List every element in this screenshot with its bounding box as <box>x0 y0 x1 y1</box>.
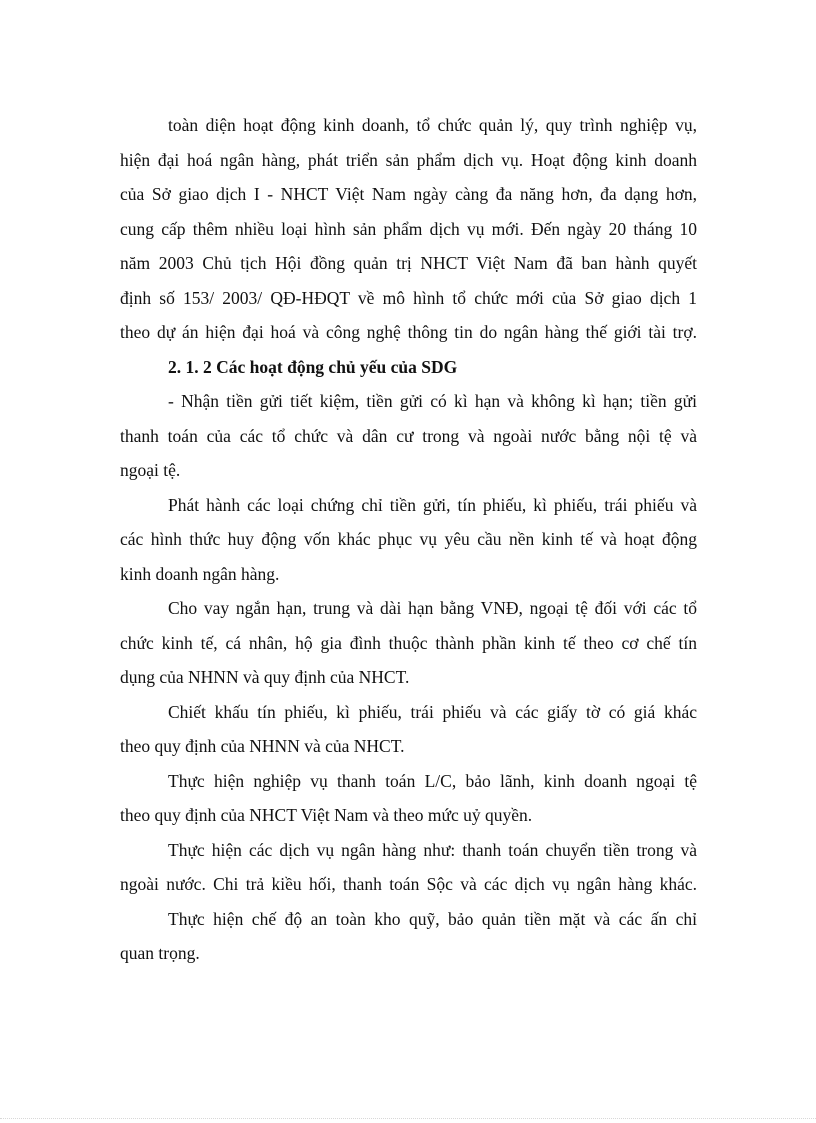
paragraph-line: kinh doanh ngân hàng. <box>120 563 280 584</box>
paragraph-line: - Nhận tiền gửi tiết kiệm, tiền gửi có kì hạn và không kì hạn; tiền gửi <box>168 391 697 411</box>
document-body <box>120 108 697 971</box>
paragraph-line: hiện đại hoá ngân hàng, phát triển sản phẩm dịch vụ. Hoạt động kinh doanh <box>120 149 697 170</box>
paragraph-line: năm 2003 Chủ tịch Hội đồng quản trị NHCT Việt Nam đã ban hành quyết <box>120 253 697 273</box>
paragraph-line: toàn diện hoạt động kinh doanh, tổ chức quản lý, quy trình nghiệp vụ, <box>168 115 697 135</box>
paragraph-line: dụng của NHNN và quy định của NHCT. <box>120 667 410 687</box>
paragraph-line: Cho vay ngắn hạn, trung và dài hạn bằng VNĐ, ngoại tệ đối với các tổ <box>168 598 697 618</box>
paragraph-line: Thực hiện các dịch vụ ngân hàng như: thanh toán chuyển tiền trong và <box>168 839 697 860</box>
paragraph-line: ngoại tệ. <box>120 460 181 480</box>
paragraph-line: các hình thức huy động vốn khác phục vụ yêu cầu nền kinh tế và hoạt động <box>120 529 697 549</box>
paragraph-line: ngoài nước. Chi trả kiều hối, thanh toán Sộc và các dịch vụ ngân hàng khác. <box>120 874 697 894</box>
paragraph-line: theo quy định của NHCT Việt Nam và theo mức uỷ quyền. <box>120 805 533 825</box>
page-bottom-rule <box>0 1118 816 1119</box>
paragraph-line: thanh toán của các tổ chức và dân cư trong và ngoài nước bằng nội tệ và <box>120 425 697 446</box>
paragraph-line: cung cấp thêm nhiều loại hình sản phẩm dịch vụ mới. Đến ngày 20 tháng 10 <box>120 218 697 239</box>
paragraph-line: Phát hành các loại chứng chỉ tiền gửi, tín phiếu, kì phiếu, trái phiếu và <box>168 494 697 515</box>
section-heading: 2. 1. 2 Các hoạt động chủ yếu của SDG <box>168 356 458 377</box>
paragraph-line: Thực hiện chế độ an toàn kho quỹ, bảo quản tiền mặt và các ấn chỉ <box>168 908 697 929</box>
paragraph-line: quan trọng. <box>120 943 200 963</box>
paragraph-line: định số 153/ 2003/ QĐ-HĐQT về mô hình tổ chức mới của Sở giao dịch 1 <box>120 287 697 308</box>
paragraph-line: của Sở giao dịch I - NHCT Việt Nam ngày càng đa năng hơn, đa dạng hơn, <box>120 184 697 204</box>
paragraph-line: Chiết khấu tín phiếu, kì phiếu, trái phiếu và các giấy tờ có giá khác <box>168 701 697 722</box>
paragraph-line: theo dự án hiện đại hoá và công nghệ thông tin do ngân hàng thế giới tài trợ. <box>120 322 697 342</box>
paragraph-line: Thực hiện nghiệp vụ thanh toán L/C, bảo lãnh, kinh doanh ngoại tệ <box>168 770 697 791</box>
paragraph-line: theo quy định của NHNN và của NHCT. <box>120 736 405 756</box>
paragraph-line: chức kinh tế, cá nhân, hộ gia đình thuộc thành phần kinh tế theo cơ chế tín <box>120 632 697 653</box>
